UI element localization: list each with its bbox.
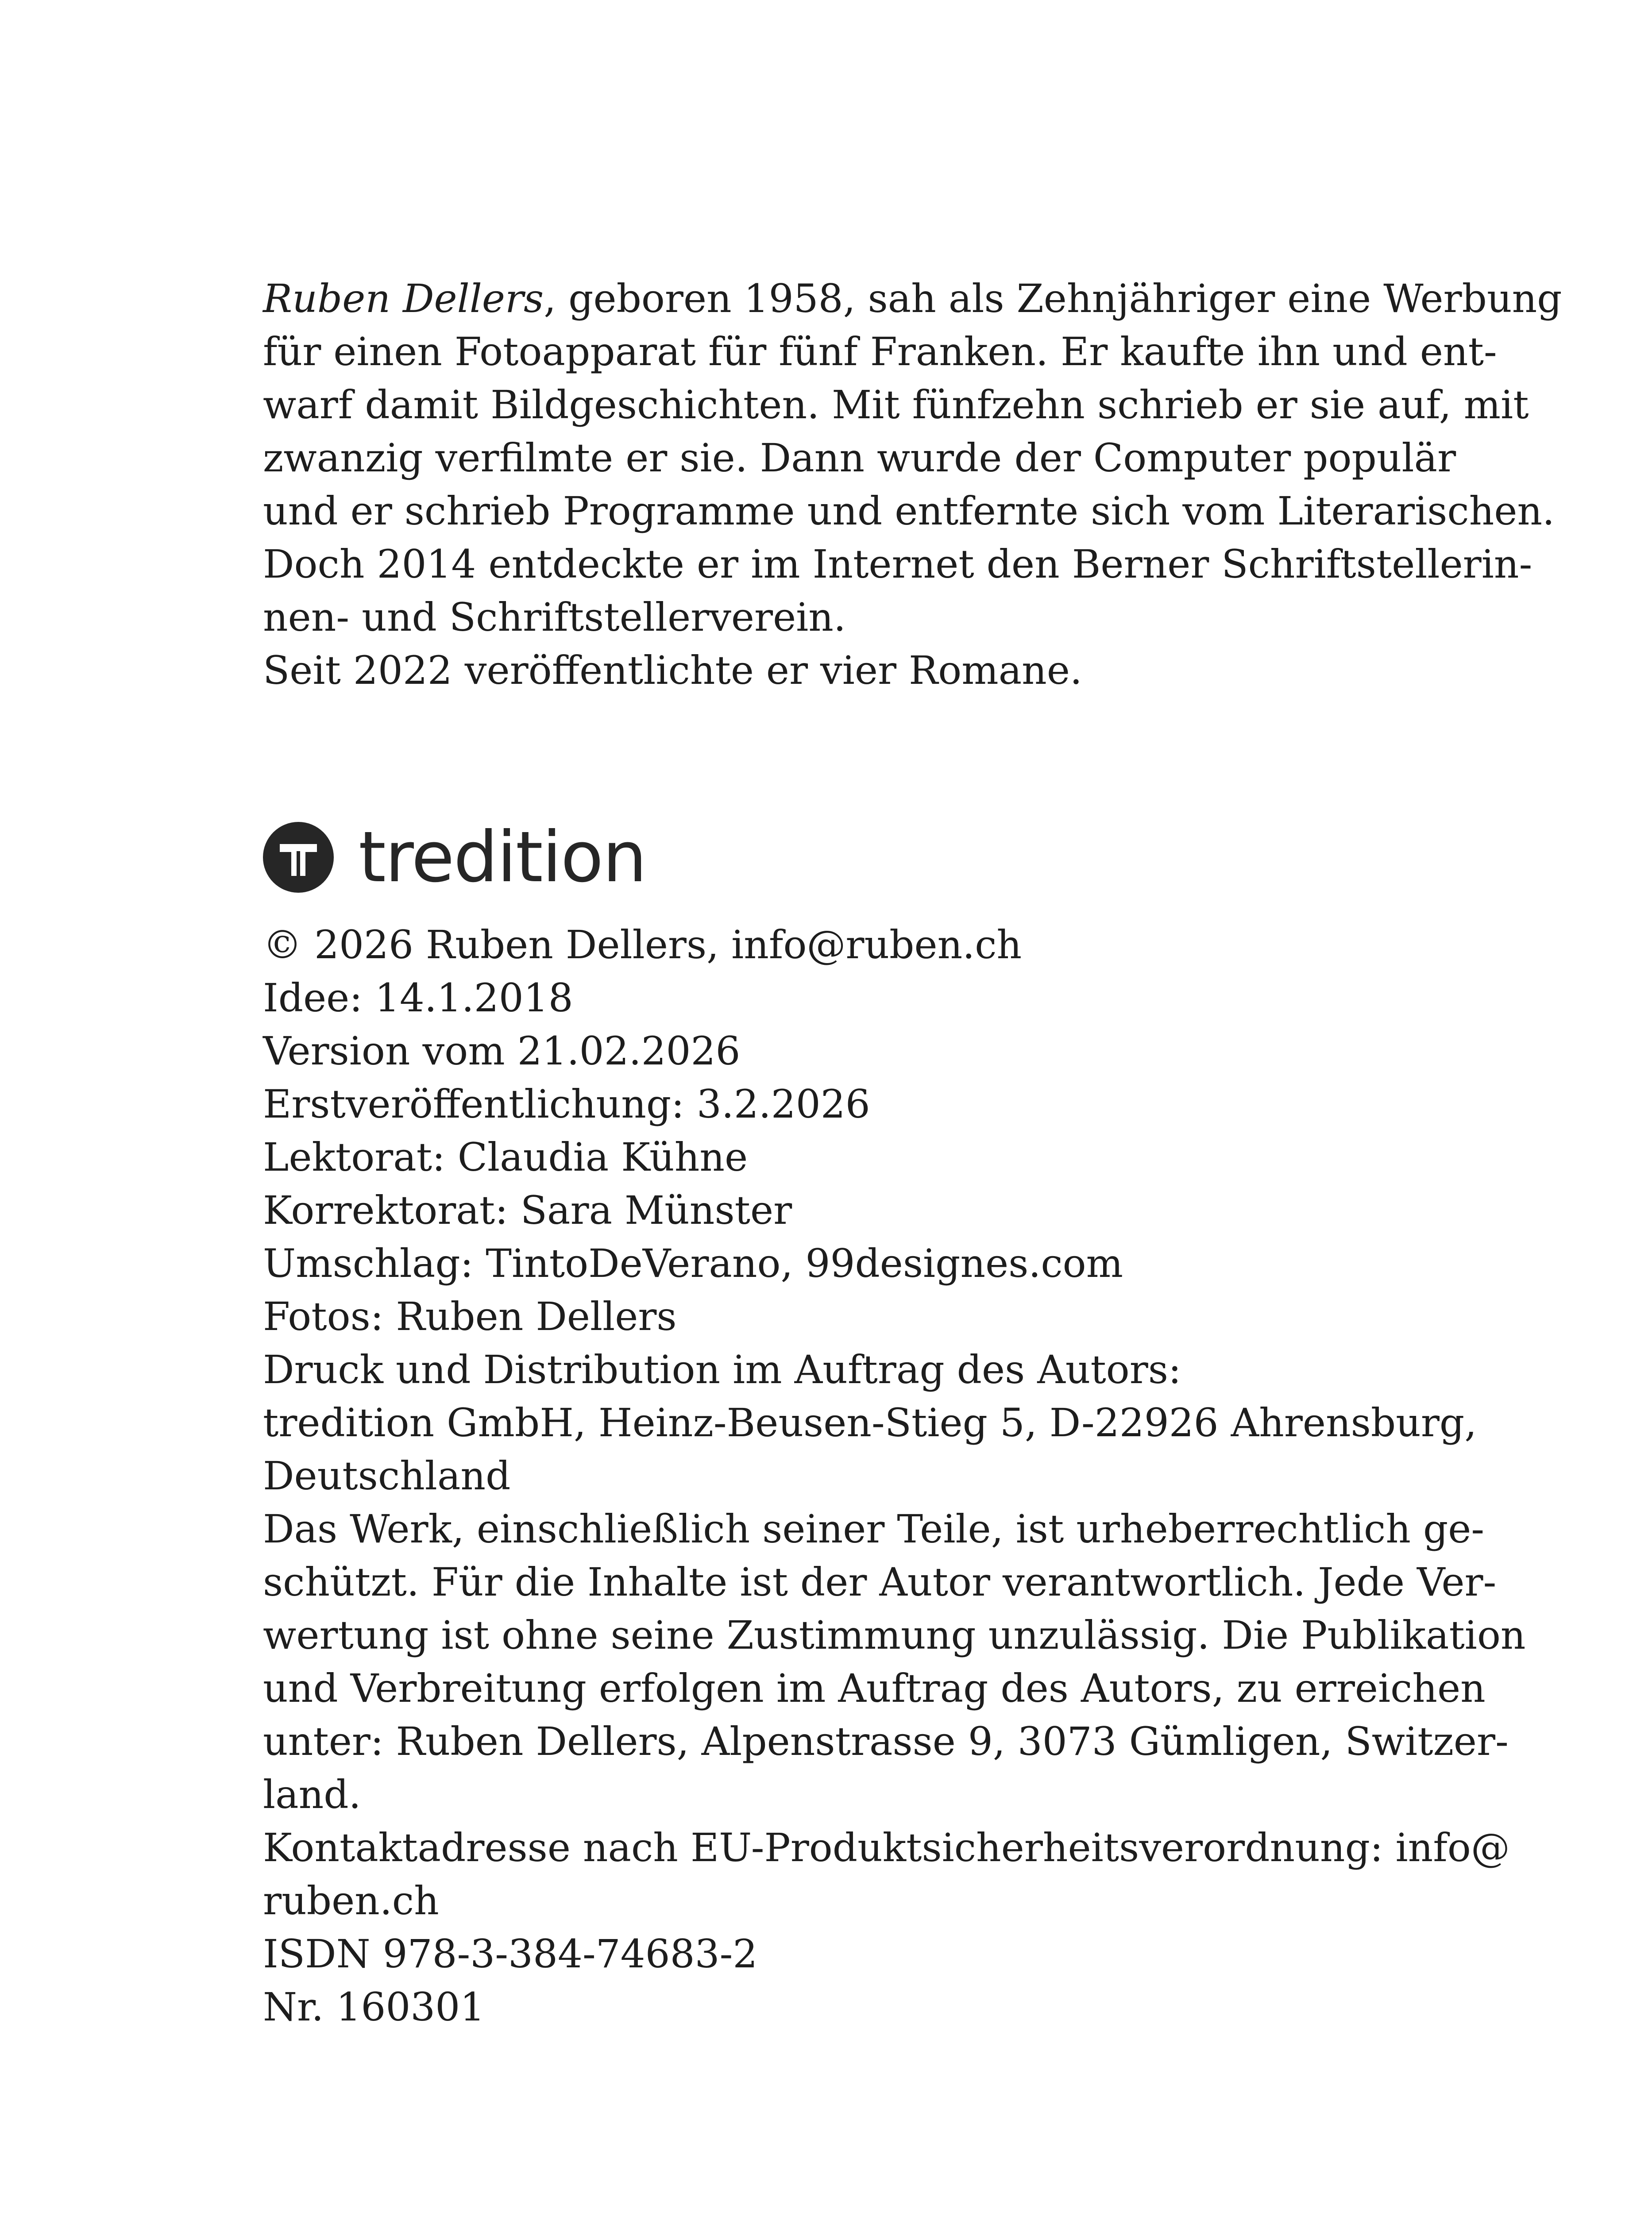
cover-credit: Umschlag: TintoDeVerano, 99designes.com xyxy=(263,1241,1123,1286)
bio-line: Seit 2022 veröffentlichte er vier Romane. xyxy=(263,648,1082,693)
bio-line: Doch 2014 entdeckte er im Internet den Berner Schriftstellerin- xyxy=(263,541,1532,587)
rights-line: wertung ist ohne seine Zustimmung unzulässig. Die Publikation xyxy=(263,1612,1526,1658)
rights-line: schützt. Für die Inhalte ist der Autor verantwortlich. Jede Ver- xyxy=(263,1559,1497,1605)
print-heading: Druck und Distribution im Auftrag des Autors: xyxy=(263,1347,1181,1392)
contact-line: ruben.ch xyxy=(263,1878,439,1924)
bio-line: und er schrieb Programme und entfernte sich vom Literarischen. xyxy=(263,488,1555,534)
logo-wordmark: tredition xyxy=(359,817,646,898)
rights-line: und Verbreitung erfolgen im Auftrag des Autors, zu erreichen xyxy=(263,1666,1486,1711)
bio-line: warf damit Bildgeschichten. Mit fünfzehn schrieb er sie auf, mit xyxy=(263,382,1529,428)
rights-line: Das Werk, einschließlich seiner Teile, ist urheberrechtlich ge- xyxy=(263,1506,1485,1552)
editing-credit: Lektorat: Claudia Kühne xyxy=(263,1134,748,1180)
imprint xyxy=(263,918,1526,2034)
print-address-line: tredition GmbH, Heinz-Beusen-Stieg 5, D-22926 Ahrensburg, xyxy=(263,1400,1477,1446)
proofreading-credit: Korrektorat: Sara Münster xyxy=(263,1187,792,1233)
print-address-line: Deutschland xyxy=(263,1453,511,1499)
bio-line: für einen Fotoapparat für fünf Franken. Er kaufte ihn und ent- xyxy=(263,329,1497,374)
publisher-logo xyxy=(263,817,646,898)
tredition-logo-icon xyxy=(263,822,334,893)
first-publication-date: Erstveröffentlichung: 3.2.2026 xyxy=(263,1081,870,1127)
idea-date: Idee: 14.1.2018 xyxy=(263,975,573,1021)
author-bio xyxy=(263,272,1562,697)
rights-line: unter: Ruben Dellers, Alpenstrasse 9, 3073 Gümligen, Switzer- xyxy=(263,1719,1509,1764)
bio-line: zwanzig verfilmte er sie. Dann wurde der Computer populär xyxy=(263,435,1456,481)
contact-line: Kontaktadresse nach EU-Produktsicherheitsverordnung: info@ xyxy=(263,1825,1510,1870)
catalog-number: Nr. 160301 xyxy=(263,1984,485,2030)
bio-line-1 xyxy=(263,272,1562,325)
copyright-line: © 2026 Ruben Dellers, info@ruben.ch xyxy=(263,922,1022,968)
author-name: Ruben Dellers xyxy=(263,276,544,321)
isdn-number: ISDN 978-3-384-74683-2 xyxy=(263,1931,758,1977)
bio-line-1-text: , geboren 1958, sah als Zehnjähriger eine Werbung xyxy=(544,276,1562,321)
rights-line: land. xyxy=(263,1772,361,1817)
bio-line: nen- und Schriftstellerverein. xyxy=(263,594,846,640)
version-date: Version vom 21.02.2026 xyxy=(263,1028,741,1074)
photos-credit: Fotos: Ruben Dellers xyxy=(263,1294,677,1339)
